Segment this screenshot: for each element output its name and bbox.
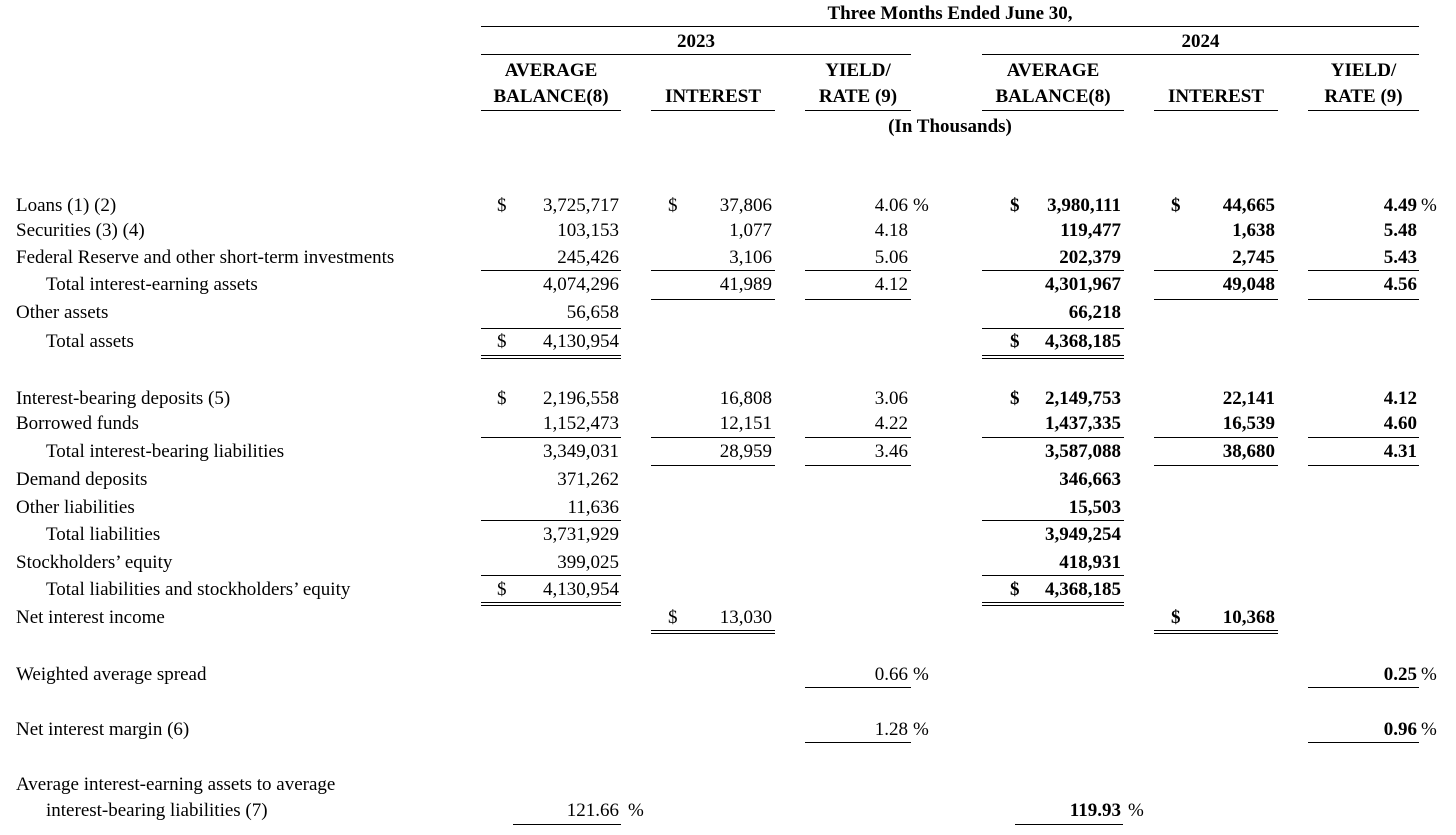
cell-ab24: 202,379 <box>1059 247 1121 268</box>
cell-ratio24: 119.93 <box>1069 800 1121 821</box>
subtotal-rule <box>1154 465 1278 466</box>
subtotal-rule <box>1154 299 1278 300</box>
subtotal-rule <box>651 465 775 466</box>
subtotal-rule <box>805 465 911 466</box>
cell-yr24: 4.60 <box>1383 413 1417 434</box>
row-label: Weighted average spread <box>16 664 207 685</box>
subtotal-rule <box>513 824 621 825</box>
cell-yr24: 5.48 <box>1383 220 1417 241</box>
cell-yr23: 1.28 <box>874 719 908 740</box>
cell-ab23: 56,658 <box>566 302 619 323</box>
cell-yr24: 4.56 <box>1383 274 1417 295</box>
col-avg-balance-2024-l2: BALANCE(8) <box>995 86 1111 107</box>
cell-in24: 16,539 <box>1222 413 1275 434</box>
total-double-rule <box>1154 630 1278 634</box>
cell-yr23: 4.18 <box>874 220 908 241</box>
dollar-sign: $ <box>497 331 507 352</box>
percent-sign: % <box>1421 664 1437 685</box>
cell-ab24: 1,437,335 <box>1045 413 1121 434</box>
dollar-sign: $ <box>1010 331 1020 352</box>
row-label: Stockholders’ equity <box>16 552 173 573</box>
subtotal-rule <box>1154 437 1278 438</box>
cell-in24: 38,680 <box>1222 441 1275 462</box>
year-2024-rule <box>982 54 1419 55</box>
cell-yr23: 4.12 <box>874 274 908 295</box>
dollar-sign: $ <box>668 607 678 628</box>
cell-yr24: 4.49 <box>1383 195 1417 216</box>
dollar-sign: $ <box>1010 579 1020 600</box>
subtotal-rule <box>1015 824 1123 825</box>
subtotal-rule <box>982 575 1124 576</box>
subtotal-rule <box>481 437 621 438</box>
cell-yr23: 4.22 <box>874 413 908 434</box>
col-avg-balance-2023-l2: BALANCE(8) <box>493 86 609 107</box>
col-yield-2024-l2: RATE (9) <box>1324 86 1403 107</box>
cell-ab24: 15,503 <box>1068 497 1121 518</box>
dollar-sign: $ <box>1171 195 1181 216</box>
subtotal-rule <box>805 742 911 743</box>
subtotal-rule <box>481 328 621 329</box>
cell-in24: 44,665 <box>1222 195 1275 216</box>
subtotal-rule <box>1308 742 1419 743</box>
dollar-sign: $ <box>497 195 507 216</box>
cell-ab23: 2,196,558 <box>543 388 619 409</box>
subtotal-rule <box>651 437 775 438</box>
subtotal-rule <box>1154 270 1278 271</box>
cell-ab23: 4,074,296 <box>543 274 619 295</box>
row-label: Interest-bearing deposits (5) <box>16 388 231 409</box>
row-label: Loans (1) (2) <box>16 195 117 216</box>
col-avg-balance-2024-l1: AVERAGE <box>1006 60 1100 81</box>
row-label: Net interest income <box>16 607 165 628</box>
cell-ab23: 245,426 <box>557 247 619 268</box>
col-interest-2023: INTEREST <box>664 86 762 107</box>
subtotal-rule <box>805 270 911 271</box>
row-label: Average interest-earning assets to average <box>16 774 336 795</box>
row-label: Other assets <box>16 302 109 323</box>
cell-ratio23: 121.66 <box>566 800 619 821</box>
subtotal-rule <box>1308 437 1419 438</box>
total-double-rule <box>481 355 621 359</box>
col-rule <box>1154 110 1278 111</box>
dollar-sign: $ <box>497 388 507 409</box>
cell-ab24: 4,301,967 <box>1045 274 1121 295</box>
col-yield-2023-l2: RATE (9) <box>818 86 898 107</box>
percent-sign: % <box>1421 719 1437 740</box>
dollar-sign: $ <box>1171 607 1181 628</box>
row-label: Total interest-earning assets <box>46 274 258 295</box>
cell-ab23: 3,349,031 <box>543 441 619 462</box>
cell-in23: 1,077 <box>729 220 772 241</box>
row-label: Other liabilities <box>16 497 135 518</box>
year-2024-heading: 2024 <box>1181 31 1220 52</box>
row-label: Total liabilities <box>46 524 161 545</box>
cell-in23: 37,806 <box>719 195 772 216</box>
percent-sign: % <box>913 195 929 216</box>
cell-in24: 2,745 <box>1232 247 1275 268</box>
col-yield-2024-l1: YIELD/ <box>1330 60 1397 81</box>
cell-ab23: 399,025 <box>557 552 619 573</box>
cell-yr24: 5.43 <box>1383 247 1417 268</box>
cell-in23: 16,808 <box>719 388 772 409</box>
row-label: Total assets <box>46 331 134 352</box>
dollar-sign: $ <box>1010 195 1020 216</box>
cell-ab24: 346,663 <box>1059 469 1121 490</box>
percent-sign: % <box>1128 800 1144 821</box>
subtotal-rule <box>1308 270 1419 271</box>
cell-ab24: 119,477 <box>1060 220 1121 241</box>
total-double-rule <box>481 602 621 606</box>
subtotal-rule <box>805 437 911 438</box>
cell-ab23: 103,153 <box>557 220 619 241</box>
cell-yr23: 3.46 <box>874 441 908 462</box>
col-rule <box>805 110 911 111</box>
total-double-rule <box>651 630 775 634</box>
cell-in23: 41,989 <box>719 274 772 295</box>
cell-ab23: 3,725,717 <box>543 195 619 216</box>
cell-ab24: 66,218 <box>1068 302 1121 323</box>
subtotal-rule <box>481 520 621 521</box>
cell-yr23: 4.06 <box>874 195 908 216</box>
cell-in24: 1,638 <box>1232 220 1275 241</box>
subtotal-rule <box>1308 687 1419 688</box>
subtotal-rule <box>982 328 1124 329</box>
subtotal-rule <box>982 270 1124 271</box>
cell-yr24: 0.25 <box>1383 664 1417 685</box>
col-interest-2024: INTEREST <box>1167 86 1265 107</box>
cell-ab24: 3,980,111 <box>1047 195 1121 216</box>
cell-in23: 3,106 <box>729 247 772 268</box>
cell-in24: 49,048 <box>1222 274 1275 295</box>
cell-yr23: 5.06 <box>874 247 908 268</box>
cell-ab23: 3,731,929 <box>543 524 619 545</box>
percent-sign: % <box>913 719 929 740</box>
cell-in24: 10,368 <box>1222 607 1275 628</box>
year-2023-rule <box>481 54 911 55</box>
cell-ab23: 4,130,954 <box>543 579 619 600</box>
row-label: interest-bearing liabilities (7) <box>46 800 268 821</box>
cell-ab24: 3,949,254 <box>1045 524 1121 545</box>
subtotal-rule <box>805 299 911 300</box>
cell-in23: 28,959 <box>719 441 772 462</box>
cell-in23: 13,030 <box>719 607 772 628</box>
cell-ab24: 4,368,185 <box>1045 579 1121 600</box>
col-rule <box>1308 110 1419 111</box>
col-yield-2023-l1: YIELD/ <box>825 60 891 81</box>
cell-ab23: 1,152,473 <box>543 413 619 434</box>
cell-in23: 12,151 <box>719 413 772 434</box>
cell-yr23: 3.06 <box>874 388 908 409</box>
cell-ab23: 11,636 <box>567 497 619 518</box>
col-rule <box>982 110 1124 111</box>
unit-note: (In Thousands) <box>888 116 1012 137</box>
cell-ab24: 418,931 <box>1059 552 1121 573</box>
subtotal-rule <box>982 520 1124 521</box>
total-double-rule <box>982 355 1124 359</box>
row-label: Total interest-bearing liabilities <box>46 441 285 462</box>
year-2023-heading: 2023 <box>677 31 715 52</box>
subtotal-rule <box>651 270 775 271</box>
col-rule <box>651 110 775 111</box>
percent-sign: % <box>628 800 644 821</box>
row-label: Demand deposits <box>16 469 148 490</box>
percent-sign: % <box>1421 195 1437 216</box>
cell-ab24: 2,149,753 <box>1045 388 1121 409</box>
row-label: Borrowed funds <box>16 413 139 434</box>
cell-ab24: 4,368,185 <box>1045 331 1121 352</box>
row-label: Securities (3) (4) <box>16 220 145 241</box>
percent-sign: % <box>913 664 929 685</box>
cell-yr24: 4.12 <box>1383 388 1417 409</box>
col-avg-balance-2023-l1: AVERAGE <box>504 60 598 81</box>
cell-yr23: 0.66 <box>874 664 908 685</box>
dollar-sign: $ <box>668 195 678 216</box>
header-rule-top <box>481 26 1419 27</box>
col-rule <box>481 110 621 111</box>
subtotal-rule <box>982 437 1124 438</box>
subtotal-rule <box>1308 465 1419 466</box>
cell-yr24: 0.96 <box>1383 719 1417 740</box>
row-label: Federal Reserve and other short-term investments <box>16 247 395 268</box>
subtotal-rule <box>481 575 621 576</box>
subtotal-rule <box>1308 299 1419 300</box>
dollar-sign: $ <box>497 579 507 600</box>
total-double-rule <box>982 602 1124 606</box>
dollar-sign: $ <box>1010 388 1020 409</box>
cell-in24: 22,141 <box>1222 388 1275 409</box>
cell-ab24: 3,587,088 <box>1045 441 1121 462</box>
row-label: Net interest margin (6) <box>16 719 190 740</box>
subtotal-rule <box>805 687 911 688</box>
cell-yr24: 4.31 <box>1383 441 1417 462</box>
subtotal-rule <box>651 299 775 300</box>
cell-ab23: 371,262 <box>557 469 619 490</box>
period-heading: Three Months Ended June 30, <box>827 3 1073 24</box>
subtotal-rule <box>481 270 621 271</box>
cell-ab23: 4,130,954 <box>543 331 619 352</box>
row-label: Total liabilities and stockholders’ equity <box>46 579 351 600</box>
